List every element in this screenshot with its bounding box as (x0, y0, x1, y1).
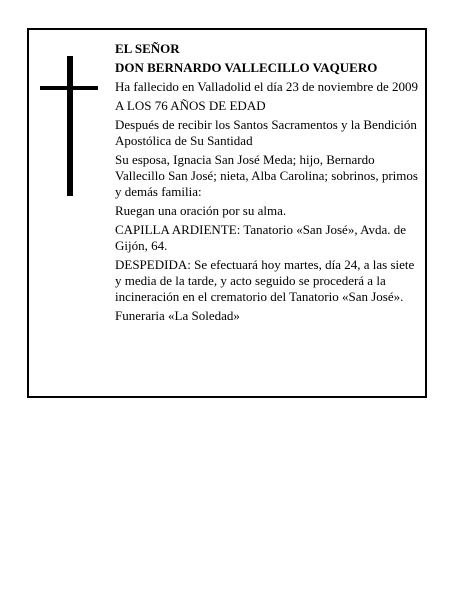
obituary-notice (27, 28, 427, 398)
family-statement: Su esposa, Ignacia San José Meda; hijo, Bernardo Vallecillo San José; nieta, Alba Carolina; sobrinos, primos y demás familia: (115, 152, 418, 199)
farewell-info: DESPEDIDA: Se efectuará hoy martes, día 24, a las siete y media de la tarde, y acto seguido se procederá a la incineración en el crematorio del Tanatorio «San José». (115, 257, 415, 304)
prayer-request: Ruegan una oración por su alma. (115, 203, 287, 218)
funeral-home: Funeraria «La Soledad» (115, 308, 240, 323)
death-statement: Ha fallecido en Valladolid el día 23 de noviembre de 2009 (115, 79, 418, 94)
notice-title: EL SEÑOR (115, 41, 180, 56)
chapel-info: CAPILLA ARDIENTE: Tanatorio «San José», Avda. de Gijón, 64. (115, 222, 407, 253)
age-statement: A LOS 76 AÑOS DE EDAD (115, 98, 266, 113)
cross-icon (67, 56, 73, 196)
deceased-name: DON BERNARDO VALLECILLO VAQUERO (115, 60, 378, 75)
cross-icon-crossbar (40, 86, 98, 90)
sacraments-statement: Después de recibir los Santos Sacramentos y la Bendición Apostólica de Su Santidad (115, 117, 417, 148)
obituary-text (115, 41, 423, 324)
